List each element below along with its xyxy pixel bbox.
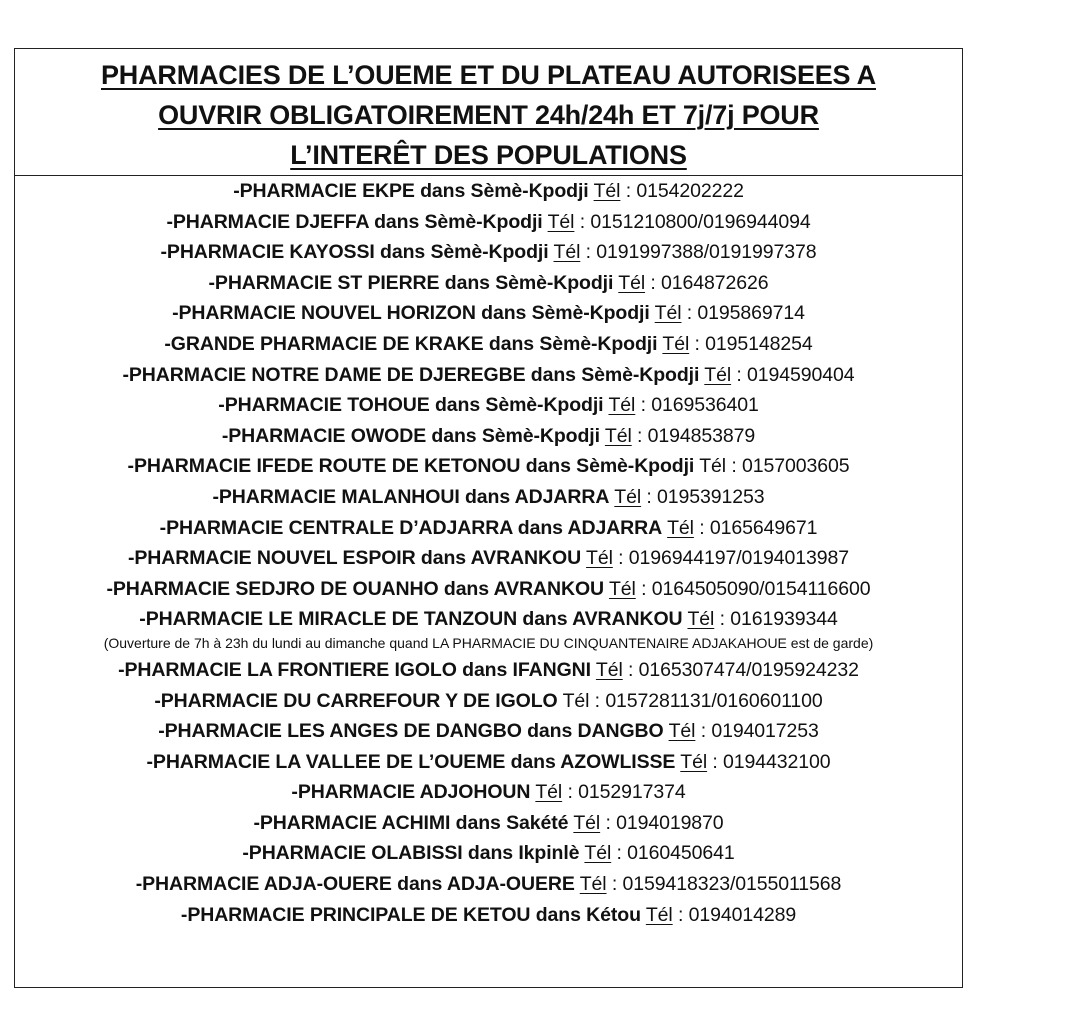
tel-label: Tél <box>614 485 642 508</box>
phone-number: : 0157003605 <box>726 455 850 478</box>
pharmacy-name: -PHARMACIE OWODE <box>221 424 427 447</box>
tel-label: Tél <box>699 455 727 478</box>
phone-number: : 0195391253 <box>641 485 765 508</box>
title-box <box>15 49 962 176</box>
phone-number: : 0154202222 <box>620 180 744 202</box>
pharmacy-location: dans Ikpinlè <box>462 842 580 865</box>
phone-number: : 0191997388/0191997378 <box>580 241 817 264</box>
tel-label: Tél <box>645 903 673 926</box>
pharmacy-entry <box>15 298 962 329</box>
pharmacy-location: dans ADJARRA <box>512 516 663 539</box>
pharmacy-notice <box>14 48 963 988</box>
pharmacy-entry <box>15 869 962 900</box>
pharmacy-location: dans Sèmè-Kpodji <box>525 363 700 386</box>
pharmacy-location: dans IFANGNI <box>456 658 591 681</box>
pharmacy-location: dans Sèmè-Kpodji <box>426 424 600 447</box>
pharmacy-name: -PHARMACIE ACHIMI <box>253 811 451 834</box>
pharmacy-name: -PHARMACIE KAYOSSI <box>160 241 375 264</box>
pharmacy-name: -PHARMACIE NOUVEL ESPOIR <box>128 547 416 570</box>
pharmacy-entry <box>15 237 962 268</box>
pharmacy-entry <box>15 686 962 717</box>
phone-number: : 0195869714 <box>681 302 805 325</box>
tel-label: Tél <box>654 302 682 325</box>
tel-label: Tél <box>553 241 581 264</box>
tel-label: Tél <box>562 689 590 712</box>
tel-label: Tél <box>668 720 696 743</box>
pharmacy-name: -PHARMACIE CENTRALE D’ADJARRA <box>159 516 513 539</box>
tel-label: Tél <box>667 516 694 539</box>
tel-label: Tél <box>573 811 601 834</box>
tel-label: Tél <box>704 363 732 386</box>
pharmacy-name: -PHARMACIE LE MIRACLE DE TANZOUN <box>139 608 518 631</box>
tel-label: Tél <box>593 180 621 202</box>
pharmacy-entry <box>15 329 962 360</box>
tel-label: Tél <box>608 577 636 600</box>
tel-label: Tél <box>586 547 613 570</box>
pharmacy-entry <box>15 543 962 574</box>
title-line-2: OUVRIR OBLIGATOIREMENT 24h/24h ET 7j/7j POUR <box>158 100 819 130</box>
tel-label: Tél <box>579 873 607 896</box>
pharmacy-location: dans Sèmè-Kpodji <box>475 302 650 325</box>
pharmacy-entry <box>15 360 962 391</box>
phone-number: : 0194019870 <box>600 811 724 834</box>
tel-label: Tél <box>535 781 563 804</box>
phone-number: : 0194590404 <box>731 363 855 386</box>
pharmacy-entry <box>15 716 962 747</box>
pharmacy-entry <box>15 176 962 207</box>
phone-number: : 0194853879 <box>631 424 756 447</box>
phone-number: : 0160450641 <box>611 842 735 865</box>
tel-label: Tél <box>595 658 623 681</box>
pharmacy-location: dans AVRANKOU <box>517 608 683 631</box>
pharmacy-name: -PHARMACIE MALANHOUI <box>212 485 460 508</box>
pharmacy-location: dans Sèmè-Kpodji <box>368 210 543 233</box>
pharmacy-location: dans ADJARRA <box>459 485 610 508</box>
pharmacy-entry <box>15 747 962 778</box>
pharmacy-list <box>15 176 962 930</box>
phone-number: : 0169536401 <box>635 394 759 417</box>
phone-number: : 0151210800/0196944094 <box>574 210 811 233</box>
phone-number: : 0196944197/0194013987 <box>612 547 849 570</box>
phone-number: : 0157281131/0160601100 <box>589 689 823 712</box>
pharmacy-name: -GRANDE PHARMACIE DE KRAKE <box>164 332 484 355</box>
phone-number: : 0165307474/0195924232 <box>622 658 859 681</box>
pharmacy-name: -PHARMACIE NOUVEL HORIZON <box>172 302 476 325</box>
pharmacy-location: dans Sèmè-Kpodji <box>439 271 614 294</box>
pharmacy-entry <box>15 900 962 931</box>
pharmacy-name: -PHARMACIE IFEDE ROUTE DE KETONOU <box>127 455 521 478</box>
phone-number: : 0164872626 <box>645 271 769 294</box>
pharmacy-name: -PHARMACIE LES ANGES DE DANGBO <box>158 720 522 743</box>
pharmacy-entry <box>15 482 962 513</box>
pharmacy-location: dans Sèmè-Kpodji <box>374 241 549 264</box>
pharmacy-entry <box>15 838 962 869</box>
pharmacy-location: dans DANGBO <box>521 720 664 743</box>
tel-label: Tél <box>608 394 636 417</box>
pharmacy-name: -PHARMACIE LA VALLEE DE L’OUEME <box>146 750 506 773</box>
pharmacy-name: -PHARMACIE TOHOUE <box>218 394 430 417</box>
tel-label: Tél <box>618 271 646 294</box>
pharmacy-entry <box>15 808 962 839</box>
pharmacy-name: -PHARMACIE DU CARREFOUR Y DE IGOLO <box>154 689 558 712</box>
pharmacy-entry <box>15 574 962 605</box>
pharmacy-entry <box>15 268 962 299</box>
phone-number: : 0195148254 <box>689 332 813 355</box>
pharmacy-entry <box>15 421 962 452</box>
pharmacy-location: dans Sèmè-Kpodji <box>429 394 604 417</box>
pharmacy-entry <box>15 604 962 635</box>
pharmacy-location: dans Kétou <box>530 903 641 926</box>
pharmacy-entry <box>15 390 962 421</box>
pharmacy-location: dans ADJA-OUERE <box>391 873 575 896</box>
pharmacy-name: -PHARMACIE ADJA-OUERE <box>135 873 392 896</box>
pharmacy-name: -PHARMACIE DJEFFA <box>166 210 369 233</box>
phone-number: : 0164505090/0154116600 <box>635 577 871 600</box>
pharmacy-entry <box>15 777 962 808</box>
pharmacy-name: -PHARMACIE LA FRONTIERE IGOLO <box>118 658 457 681</box>
phone-number: : 0194014289 <box>672 903 797 926</box>
pharmacy-entry <box>15 513 962 544</box>
pharmacy-entry <box>15 451 962 482</box>
pharmacy-location: dans Sèmè-Kpodji <box>414 180 589 202</box>
pharmacy-location: dans Sakété <box>450 811 569 834</box>
tel-label: Tél <box>662 332 690 355</box>
phone-number: : 0152917374 <box>562 781 686 804</box>
pharmacy-location: dans AZOWLISSE <box>505 750 676 773</box>
phone-number: : 0165649671 <box>693 516 818 539</box>
phone-number: : 0159418323/0155011568 <box>606 873 842 896</box>
pharmacy-location: dans Sèmè-Kpodji <box>483 332 658 355</box>
pharmacy-location: dans AVRANKOU <box>415 547 582 570</box>
pharmacy-name: -PHARMACIE NOTRE DAME DE DJEREGBE <box>122 363 526 386</box>
pharmacy-name: -PHARMACIE ST PIERRE <box>208 271 440 294</box>
tel-label: Tél <box>680 750 708 773</box>
pharmacy-name: -PHARMACIE PRINCIPALE DE KETOU <box>180 903 531 926</box>
phone-number: : 0194432100 <box>707 750 831 773</box>
opening-hours-note: (Ouverture de 7h à 23h du lundi au dimanche quand LA PHARMACIE DU CINQUANTENAIRE ADJAKAHOUE est de garde) <box>103 634 874 651</box>
pharmacy-location: dans AVRANKOU <box>438 577 605 600</box>
title-line-3: L’INTERÊT DES POPULATIONS <box>290 140 687 170</box>
tel-label: Tél <box>604 424 632 447</box>
pharmacy-name: -PHARMACIE EKPE <box>233 180 415 202</box>
pharmacy-name: -PHARMACIE ADJOHOUN <box>291 781 531 804</box>
tel-label: Tél <box>584 842 612 865</box>
title-line-1: PHARMACIES DE L’OUEME ET DU PLATEAU AUTORISEES A <box>101 60 876 90</box>
pharmacy-entry <box>15 207 962 238</box>
tel-label: Tél <box>547 210 575 233</box>
pharmacy-entry <box>15 655 962 686</box>
pharmacy-name: -PHARMACIE SEDJRO DE OUANHO <box>106 577 439 600</box>
pharmacy-name: -PHARMACIE OLABISSI <box>242 842 463 865</box>
pharmacy-location: dans Sèmè-Kpodji <box>520 455 695 478</box>
phone-number: : 0161939344 <box>714 608 838 631</box>
tel-label: Tél <box>687 608 715 631</box>
phone-number: : 0194017253 <box>695 720 819 743</box>
